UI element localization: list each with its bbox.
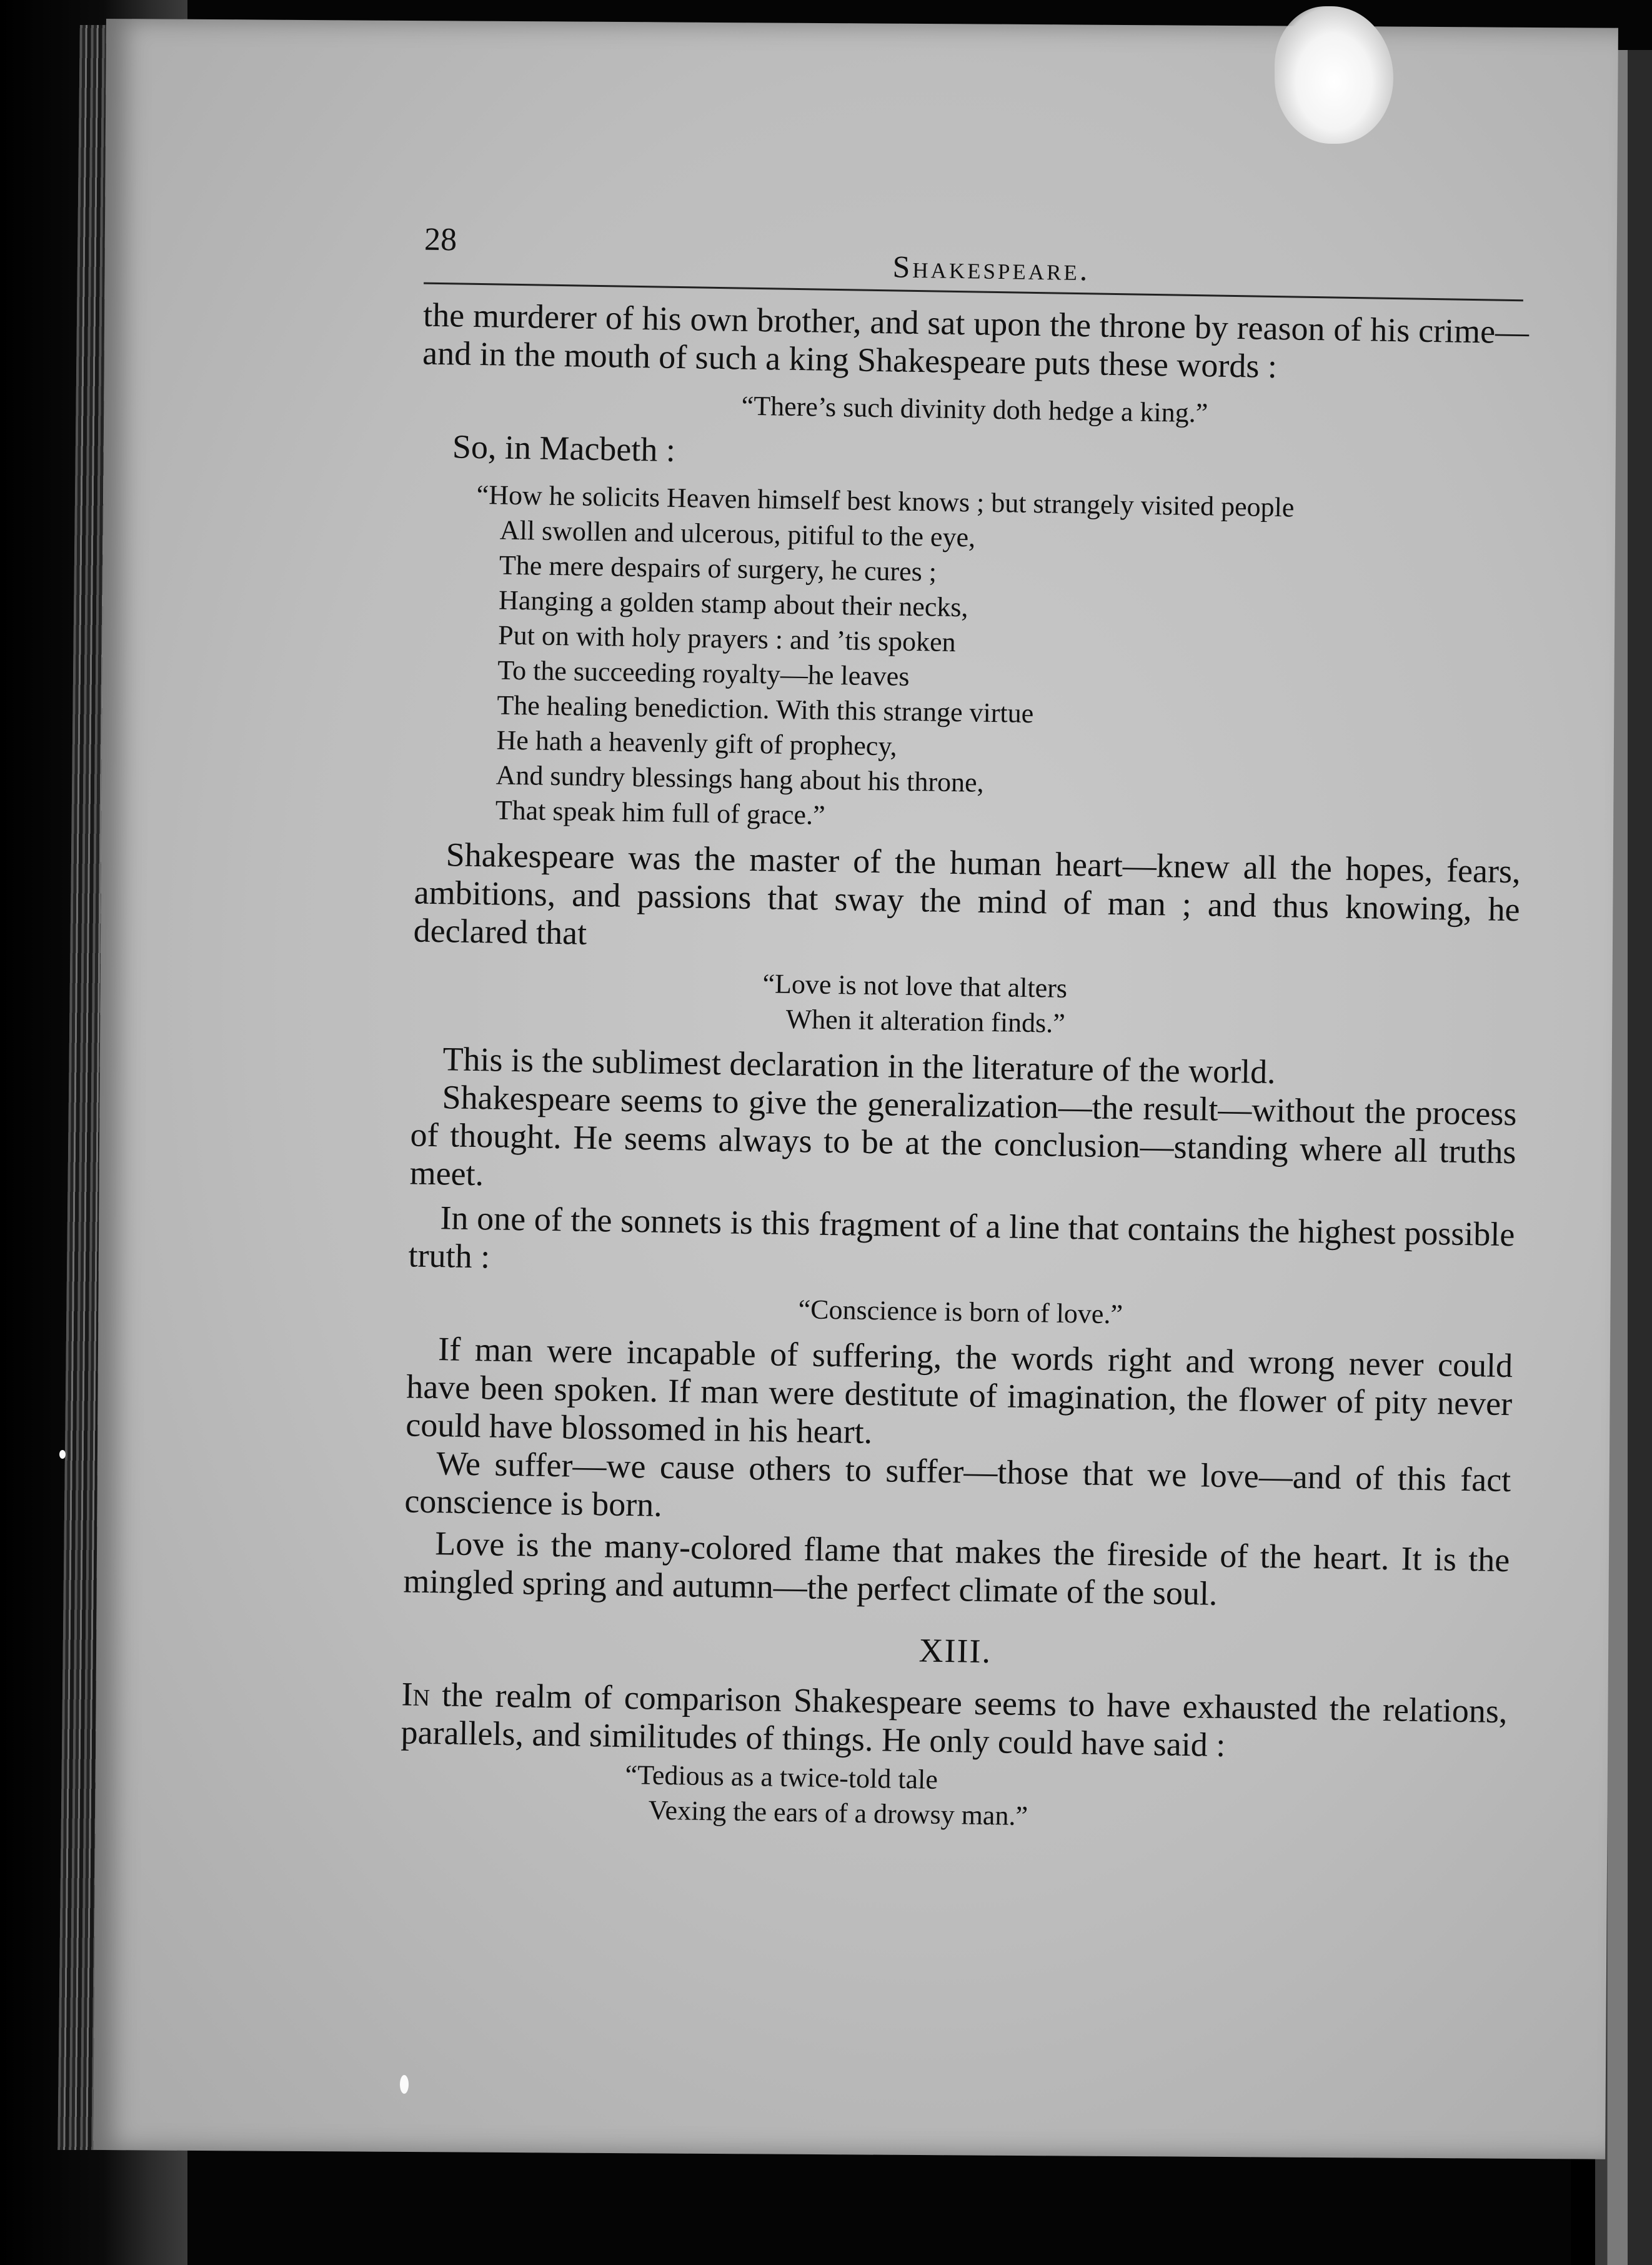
quote-line: “Conscience is born of love.” [798, 1294, 1123, 1330]
quote-line: To the succeeding royalty—he leaves [497, 654, 910, 692]
page-number: 28 [424, 221, 457, 258]
paper-speck [400, 2075, 409, 2094]
quote-line: All swollen and ulcerous, pitiful to the eye, [499, 514, 976, 553]
quote-line: “How he solicits Heaven himself best knows ; but strangely visited people [476, 479, 1295, 523]
body-text [256, 294, 1529, 1841]
quotation [407, 1286, 1514, 1338]
paragraph: We suffer—we cause others to suffer—those that we love—and of this fact conscience is born. [404, 1444, 1511, 1524]
quotation [399, 1754, 1506, 1841]
quote-line: The mere despairs of surgery, he cures ; [499, 549, 937, 588]
quote-line: “Tedious as a twice-told tale [625, 1759, 938, 1795]
quote-line: He hath a heavenly gift of prophecy, [496, 724, 897, 762]
quote-line: When it alteration finds.” [785, 1003, 1066, 1039]
quote-line: And sundry blessings hang about his throne, [495, 759, 984, 798]
quote-line: Hanging a golden stamp about their necks, [498, 584, 968, 623]
running-head: Shakespeare. [892, 249, 1090, 288]
paragraph: Shakespeare seems to give the generalization—the result—without the process of thought. He seems always to be at the conclusion—standing where all truths meet. [409, 1078, 1517, 1193]
paper-speck [59, 1450, 66, 1459]
paragraph: In one of the sonnets is this fragment of a line that contains the highest possible truth : [408, 1199, 1515, 1276]
quote-line: Put on with holy prayers : and ’tis spoken [497, 619, 957, 658]
quote-line: “Love is not love that alters [762, 968, 1068, 1004]
paragraph [401, 1675, 1508, 1769]
paragraph: Love is the many-colored flame that makes the fireside of the heart. It is the mingled spring and autumn—the perfect climate of the soul. [403, 1524, 1510, 1612]
quote-line: That speak him full of grace.” [495, 794, 825, 831]
quotation [422, 384, 1528, 436]
quote-line: The healing benediction. With this strange virtue [497, 689, 1034, 729]
paragraph-text: the realm of comparison Shakespeare seems to have exhausted the relations, parallels, and similitudes of things. He only could have said : [401, 1676, 1508, 1764]
paragraph: This is the sublimest declaration in the literature of the world. [442, 1040, 1276, 1091]
paragraph: If man were incapable of suffering, the words right and wrong never could have been spoken. If man were destitute of imagination, the flower of pity never could have blossomed in his heart. [405, 1330, 1513, 1451]
paragraph: the murderer of his own brother, and sat upon the throne by reason of his crime—and in the mouth of such a king Shakespeare puts these words : [422, 296, 1530, 386]
page-content [256, 206, 1550, 1851]
drop-initial: In [401, 1675, 430, 1714]
paragraph: Shakespeare was the master of the human heart—knew all the hopes, fears, ambitions, and passions that sway the mind of man ; and thus knowing, he declared that [413, 836, 1521, 952]
macbeth-quotation [415, 477, 1526, 844]
quote-line: Vexing the ears of a drowsy man.” [648, 1794, 1028, 1832]
paragraph: So, in Macbeth : [452, 428, 676, 469]
quotation [412, 961, 1519, 1048]
section-heading: XIII. [918, 1631, 992, 1671]
quote-line: “There’s such divinity doth hedge a king.” [741, 390, 1208, 429]
